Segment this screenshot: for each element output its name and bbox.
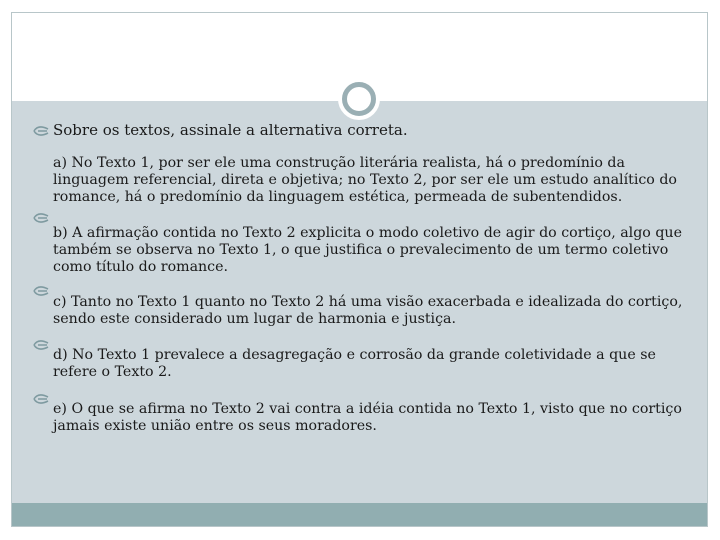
ornament-bullet-icon [33,285,49,297]
option-a: a) No Texto 1, por ser ele uma construção literária realista, há o predomínio da linguagem referencial, direta e objetiva; no Texto 2, por ser ele um estudo analítico do romance, há o predomínio da linguagem estética, permeada de subentendidos. [53,155,677,205]
circle-ornament-ring [342,82,376,116]
ornament-bullet-icon [33,212,49,224]
option-b: b) A afirmação contida no Texto 2 explicita o modo coletivo de agir do cortiço, algo que também se observa no Texto 1, o que justifica o prevalecimento de um termo coletivo como título do romance. [53,225,682,275]
question-text: Sobre os textos, assinale a alternativa correta. [53,121,408,139]
ornament-bullet-icon [33,339,49,351]
circle-ornament [338,78,380,120]
option-c: c) Tanto no Texto 1 quanto no Texto 2 há uma visão exacerbada e idealizada do cortiço, sendo este considerado um lugar de harmonia e justiça. [53,294,683,327]
option-e: e) O que se afirma no Texto 2 vai contra a idéia contida no Texto 1, visto que no cortiço jamais existe união entre os seus moradores. [53,401,682,434]
option-d: d) No Texto 1 prevalece a desagregação e corrosão da grande coletividade a que se refere o Texto 2. [53,347,656,380]
ornament-bullet-icon [33,393,49,405]
ornament-bullet-icon [33,125,49,137]
